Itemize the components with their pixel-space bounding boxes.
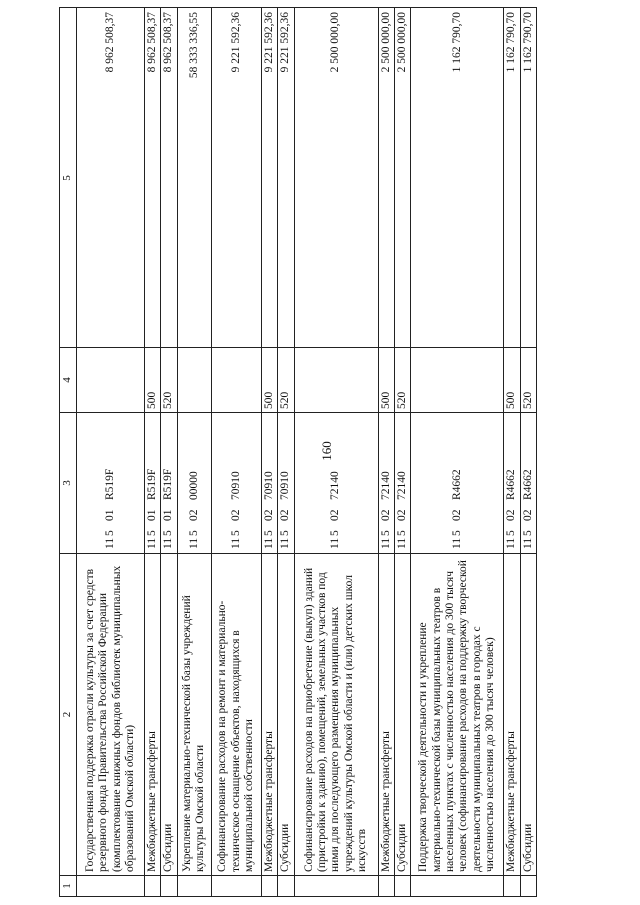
code-direction: R519F xyxy=(103,468,116,500)
row-name: Софинансирование расходов на приобретение (выкуп) зданий (пристройки к зданию), помещений, земельных участков под ними для последующего размещения муниципальных учреждений культуры Омской области и (или) детских школ искусств xyxy=(294,554,378,876)
code-program: 5 xyxy=(187,530,200,536)
code-section: 11 xyxy=(162,537,175,549)
row-kvr: 520 xyxy=(278,348,294,413)
code-direction: 72140 xyxy=(379,471,392,500)
code-direction: R4662 xyxy=(505,469,518,500)
rotated-page xyxy=(59,12,604,897)
table-row xyxy=(411,8,504,897)
row-amount: 1 162 790,70 xyxy=(520,8,536,348)
row-amount: 2 500 000,00 xyxy=(378,8,394,348)
row-name: Субсидии xyxy=(161,554,177,876)
table-row xyxy=(278,8,294,897)
code-direction: R519F xyxy=(162,468,175,500)
table-row xyxy=(261,8,277,897)
row-kvr: 500 xyxy=(378,348,394,413)
row-kvr: 500 xyxy=(145,348,161,413)
row-index-cell xyxy=(278,876,294,897)
row-index-cell xyxy=(411,876,504,897)
header-col-2: 2 xyxy=(60,554,77,876)
code-program: 5 xyxy=(279,530,292,536)
row-kvr: 500 xyxy=(504,348,520,413)
row-index-cell xyxy=(177,876,211,897)
code-program: 5 xyxy=(521,530,534,536)
row-codes xyxy=(504,413,520,554)
header-col-4: 4 xyxy=(60,348,77,413)
page-number: 160 xyxy=(319,441,334,461)
code-program: 5 xyxy=(396,530,409,536)
table-header-row xyxy=(60,8,77,897)
row-codes xyxy=(411,413,504,554)
row-amount: 2 500 000,00 xyxy=(294,8,378,348)
row-codes xyxy=(161,413,177,554)
table-row xyxy=(294,8,378,897)
code-subprogram: 02 xyxy=(187,509,200,521)
row-kvr: 520 xyxy=(520,348,536,413)
code-direction: 00000 xyxy=(187,471,200,500)
code-section: 11 xyxy=(450,537,463,549)
row-kvr xyxy=(294,348,378,413)
code-section: 11 xyxy=(521,537,534,549)
code-program: 5 xyxy=(103,530,116,536)
code-subprogram: 01 xyxy=(146,509,158,521)
code-direction: 70910 xyxy=(229,471,242,500)
table-row xyxy=(211,8,261,897)
code-section: 11 xyxy=(229,537,242,549)
code-section: 11 xyxy=(279,537,292,549)
row-kvr xyxy=(211,348,261,413)
code-subprogram: 02 xyxy=(450,509,463,521)
row-codes xyxy=(520,413,536,554)
row-codes xyxy=(395,413,411,554)
row-amount: 9 221 592,36 xyxy=(278,8,294,348)
budget-table xyxy=(59,7,537,897)
table-row xyxy=(77,8,145,897)
code-program: 5 xyxy=(162,530,175,536)
row-codes xyxy=(145,413,161,554)
row-codes xyxy=(77,413,145,554)
code-direction: 70910 xyxy=(279,471,292,500)
code-direction: R4662 xyxy=(521,469,534,500)
code-subprogram: 02 xyxy=(379,509,392,521)
row-codes xyxy=(261,413,277,554)
row-name: Межбюджетные трансферты xyxy=(378,554,394,876)
row-kvr xyxy=(177,348,211,413)
table-row xyxy=(520,8,536,897)
code-section: 11 xyxy=(103,537,116,549)
row-index-cell xyxy=(261,876,277,897)
code-subprogram: 02 xyxy=(279,509,292,521)
table-row xyxy=(145,8,161,897)
row-kvr: 520 xyxy=(395,348,411,413)
row-name: Укрепление материально-технической базы учреждений культуры Омской области xyxy=(177,554,211,876)
code-subprogram: 02 xyxy=(505,509,518,521)
row-index-cell xyxy=(378,876,394,897)
code-subprogram: 02 xyxy=(329,509,342,521)
row-amount: 1 162 790,70 xyxy=(411,8,504,348)
row-index-cell xyxy=(145,876,161,897)
code-section: 11 xyxy=(505,537,518,549)
code-program: 5 xyxy=(262,530,275,536)
row-index-cell xyxy=(294,876,378,897)
table-row xyxy=(378,8,394,897)
row-name: Субсидии xyxy=(278,554,294,876)
table-row xyxy=(504,8,520,897)
code-program: 5 xyxy=(379,530,392,536)
code-direction: R519F xyxy=(146,468,158,500)
row-name: Софинансирование расходов на ремонт и материально-техническое оснащение объектов, находящихся в муниципальной собственности xyxy=(211,554,261,876)
code-section: 11 xyxy=(262,537,275,549)
code-section: 11 xyxy=(329,537,342,549)
code-program: 5 xyxy=(450,530,463,536)
row-amount: 58 333 336,55 xyxy=(177,8,211,348)
header-col-3: 3 xyxy=(60,413,77,554)
code-direction: 70910 xyxy=(262,471,275,500)
row-codes xyxy=(278,413,294,554)
row-index-cell xyxy=(520,876,536,897)
row-name: Субсидии xyxy=(395,554,411,876)
row-name: Межбюджетные трансферты xyxy=(504,554,520,876)
code-program: 5 xyxy=(505,530,518,536)
code-direction: R4662 xyxy=(450,469,463,500)
row-name: Межбюджетные трансферты xyxy=(145,554,161,876)
code-direction: 72140 xyxy=(396,471,409,500)
code-section: 11 xyxy=(187,537,200,549)
row-codes xyxy=(378,413,394,554)
row-index-cell xyxy=(211,876,261,897)
row-name: Поддержка творческой деятельности и укрепление материально-технической базы муниципальных театров в населенных пунктах с численностью населения до 300 тысяч человек (софинансирование расходов на поддержку творческой деятельности муниципальных театров в городах с численностью населения до 300 тысяч человек) xyxy=(411,554,504,876)
row-name: Субсидии xyxy=(520,554,536,876)
row-codes xyxy=(211,413,261,554)
code-subprogram: 02 xyxy=(229,509,242,521)
code-program: 5 xyxy=(229,530,242,536)
table-row xyxy=(161,8,177,897)
row-amount: 8 962 508,37 xyxy=(77,8,145,348)
row-name: Межбюджетные трансферты xyxy=(261,554,277,876)
row-kvr: 500 xyxy=(261,348,277,413)
table-body xyxy=(77,8,537,897)
row-amount: 9 221 592,36 xyxy=(211,8,261,348)
code-section: 11 xyxy=(146,537,158,549)
header-col-1: 1 xyxy=(60,876,77,897)
code-subprogram: 01 xyxy=(162,509,175,521)
row-amount: 8 962 508,37 xyxy=(145,8,161,348)
row-amount: 9 221 592,36 xyxy=(261,8,277,348)
code-section: 11 xyxy=(379,537,392,549)
code-section: 11 xyxy=(396,537,409,549)
code-subprogram: 01 xyxy=(103,509,116,521)
table-row xyxy=(395,8,411,897)
code-program: 5 xyxy=(329,530,342,536)
row-kvr: 520 xyxy=(161,348,177,413)
code-direction: 72140 xyxy=(329,471,342,500)
row-amount: 2 500 000,00 xyxy=(395,8,411,348)
code-subprogram: 02 xyxy=(262,509,275,521)
table-row xyxy=(177,8,211,897)
row-codes xyxy=(177,413,211,554)
row-index-cell xyxy=(395,876,411,897)
row-kvr xyxy=(77,348,145,413)
code-program: 5 xyxy=(146,530,158,536)
row-codes xyxy=(294,413,378,554)
row-name: Государственная поддержка отрасли культуры за счет средств резервного фонда Правительства Российской Федерации (комплектование книжных фондов библиотек муниципальных образований Омской области) xyxy=(77,554,145,876)
row-index-cell xyxy=(504,876,520,897)
header-col-5: 5 xyxy=(60,8,77,348)
row-kvr xyxy=(411,348,504,413)
row-index-cell xyxy=(77,876,145,897)
code-subprogram: 02 xyxy=(396,509,409,521)
row-amount: 1 162 790,70 xyxy=(504,8,520,348)
code-subprogram: 02 xyxy=(521,509,534,521)
row-amount: 8 962 508,37 xyxy=(161,8,177,348)
row-index-cell xyxy=(161,876,177,897)
